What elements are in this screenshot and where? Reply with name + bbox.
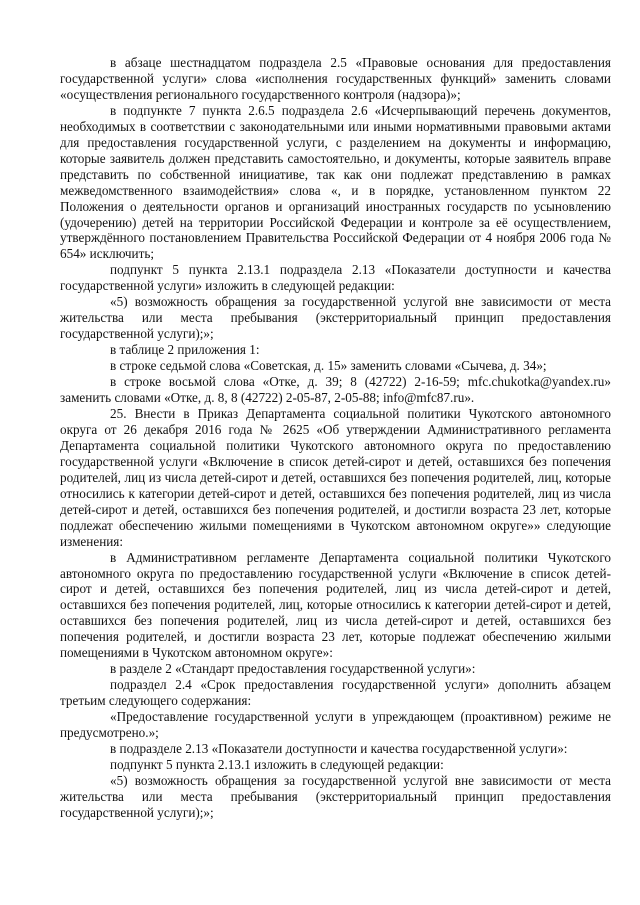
paragraph: в строке восьмой слова «Отке, д. 39; 8 (42722) 2-16-59; mfc.chukotka@yandex.ru» заменить словами «Отке, д. 8, 8 (42722) 2-05-87, 2-05-88; info@mfc87.ru». [60,374,611,406]
paragraph: 25. Внести в Приказ Департамента социальной политики Чукотского автономного округа от 26 декабря 2016 года № 2625 «Об утверждении Административного регламента Департамента социальной политики Чукотского автономного округа по предоставлению государственной услуги «Включение в список детей-сирот и детей, оставшихся без попечения родителей, лиц из числа детей-сирот и детей, оставшихся без попечения родителей, лиц, которые относились к категории детей-сирот и детей, оставшихся без попечения родителей, лиц из числа детей-сирот и детей, оставшихся без попечения родителей, и достигли возраста 23 лет, которые подлежат обеспечению жилыми помещениями в Чукотском автономном округе»» следующие изменения: [60,405,611,549]
paragraph: «5) возможность обращения за государственной услугой вне зависимости от места жительства или места пребывания (экстерриториальный принцип предоставления государственной услуги);»; [60,294,611,342]
paragraph: «5) возможность обращения за государственной услугой вне зависимости от места жительства или места пребывания (экстерриториальный принцип предоставления государственной услуги);»; [60,772,611,820]
paragraph: в таблице 2 приложения 1: [110,342,260,358]
paragraph: в подпункте 7 пункта 2.6.5 подраздела 2.6 «Исчерпывающий перечень документов, необходимых в соответствии с законодательными или иными нормативными правовыми актами для предоставления государственной услуги, с разделением на документы и информацию, которые заявитель должен представить самостоятельно, и документы, которые заявитель вправе представить по собственной инициативе, так как они подлежат представлению в рамках межведомственного взаимодействия» слова «, и в порядке, установленном пунктом 22 Положения о деятельности органов и организаций иностранных государств по усыновлению (удочерению) детей на территории Российской Федерации и контроле за её осуществлением, утверждённого постановлением Правительства Российской Федерации от 4 ноября 2006 года № 654» исключить; [60,102,611,262]
paragraph: в подразделе 2.13 «Показатели доступности и качества государственной услуги»: [110,740,568,756]
paragraph: в абзаце шестнадцатом подраздела 2.5 «Правовые основания для предоставления государственной услуги» слова «исполнения государственных функций» заменить словами «осуществления регионального государственного контроля (надзора)»; [60,55,611,102]
paragraph: в Административном регламенте Департамента социальной политики Чукотского автономного округа по предоставлению государственной услуги «Включение в список детей-сирот и детей, оставшихся без попечения родителей, лиц из числа детей-сирот и детей, оставшихся без попечения родителей, лиц, которые относились к категории детей-сирот и детей, оставшихся без попечения родителей, лиц из числа детей-сирот и детей, оставшихся без попечения родителей, и достигли возраста 23 лет, которые подлежат обеспечению жилыми помещениями в Чукотском автономном округе»: [60,549,611,661]
paragraph: подраздел 2.4 «Срок предоставления государственной услуги» дополнить абзацем третьим следующего содержания: [60,677,611,709]
paragraph: в строке седьмой слова «Советская, д. 15» заменить словами «Сычева, д. 34»; [110,358,547,374]
paragraph: в разделе 2 «Стандарт предоставления государственной услуги»: [110,661,476,677]
paragraph: «Предоставление государственной услуги в упреждающем (проактивном) режиме не предусмотрено.»; [60,709,611,741]
document-body [60,55,611,821]
paragraph: подпункт 5 пункта 2.13.1 изложить в следующей редакции: [110,756,444,772]
paragraph: подпункт 5 пункта 2.13.1 подраздела 2.13 «Показатели доступности и качества государственной услуги» изложить в следующей редакции: [60,262,611,294]
